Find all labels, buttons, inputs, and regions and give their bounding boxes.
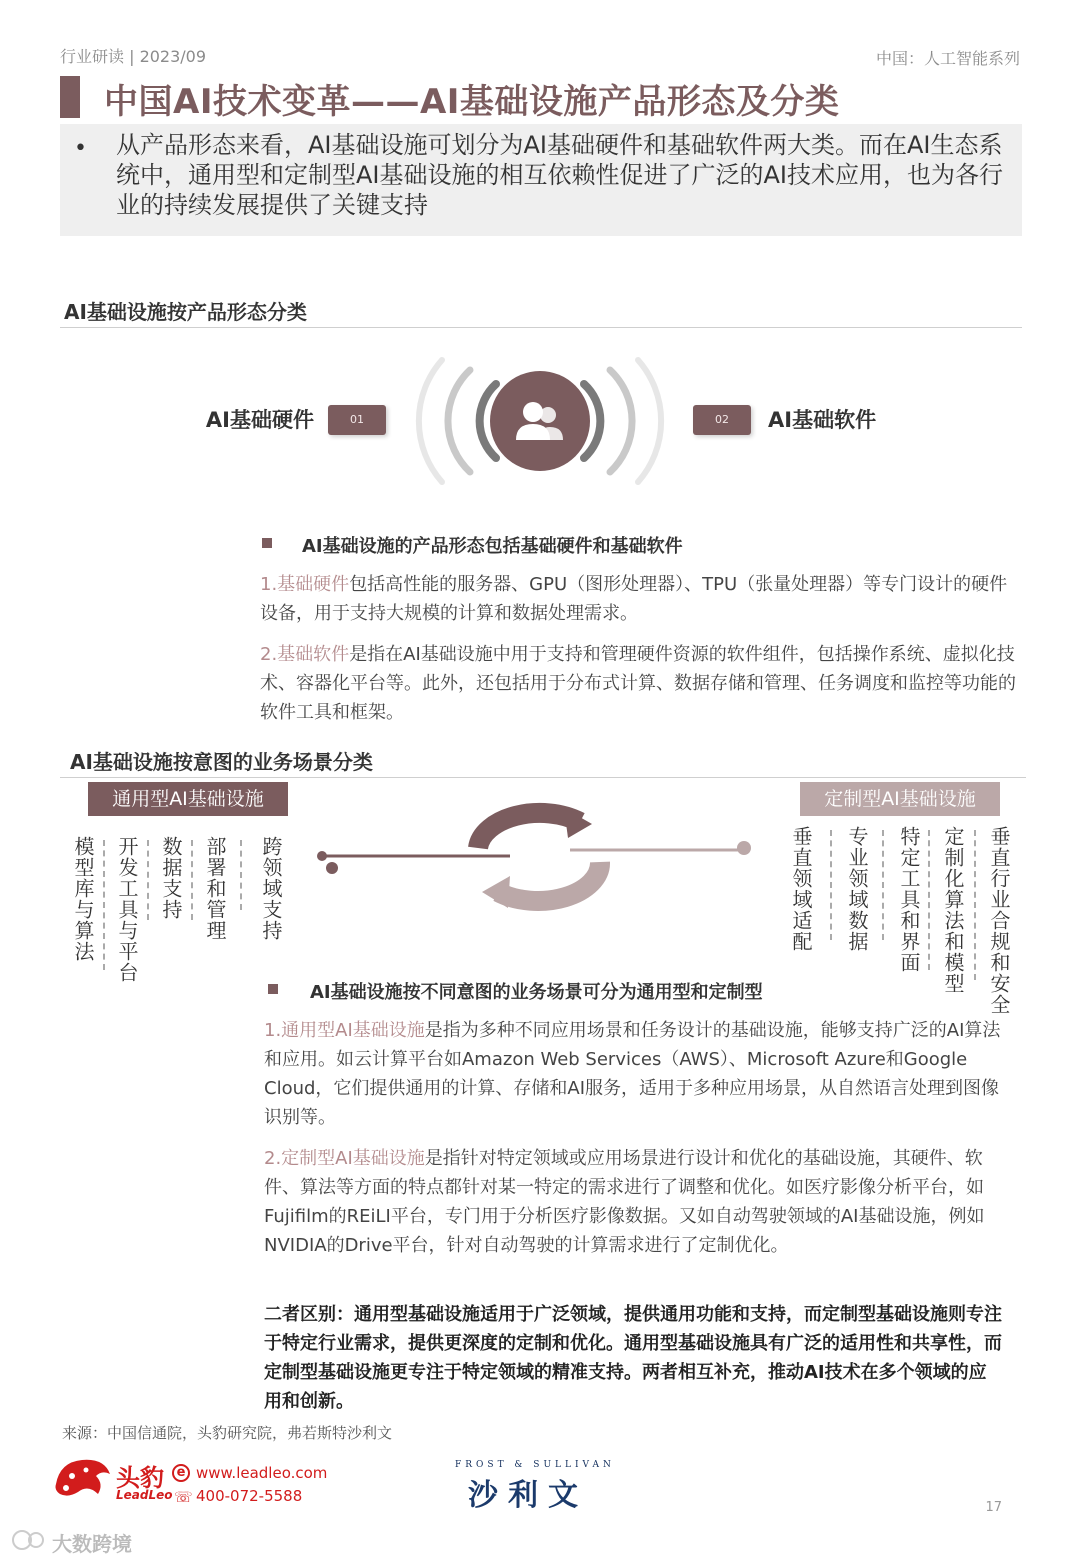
section1-paragraph-1 — [260, 570, 1022, 628]
header-right: 中国：人工智能系列 — [875, 49, 1020, 68]
page-number: 17 — [985, 1500, 1002, 1515]
general-item-4: 部署和管理 — [203, 836, 227, 941]
header-left: 行业研读 | 2023/09 — [60, 47, 207, 66]
section2-rule — [60, 777, 1026, 778]
signal-arc-left-outer — [419, 360, 442, 482]
custom-item-2: 专业领域数据 — [845, 826, 869, 952]
general-divider-1 — [103, 840, 105, 970]
section2-bullet-heading: AI基础设施按不同意图的业务场景可分为通用型和定制型 — [310, 982, 763, 1003]
software-label: AI基础软件 — [768, 408, 877, 432]
bullet-square-1 — [262, 538, 272, 548]
general-item-5: 跨领域支持 — [259, 836, 283, 941]
custom-divider-4 — [974, 830, 976, 980]
cycle-arc-lower — [498, 862, 600, 901]
frost-sullivan-logo: 沙利文 — [468, 1478, 588, 1513]
general-tag: 通用型AI基础设施 — [88, 782, 288, 816]
source-note: 来源：中国信通院，头豹研究院，弗若斯特沙利文 — [62, 1424, 393, 1442]
phone-icon: ☏ — [174, 1488, 193, 1506]
general-divider-3 — [191, 840, 193, 920]
custom-tag: 定制型AI基础设施 — [800, 782, 1000, 816]
general-item-1: 模型库与算法 — [71, 836, 95, 962]
custom-divider-3 — [928, 830, 930, 970]
section2-title: AI基础设施按意图的业务场景分类 — [70, 750, 373, 774]
custom-item-3: 特定工具和界面 — [897, 826, 921, 973]
summary-text: 从产品形态来看，AI基础设施可划分为AI基础硬件和基础软件两大类。而在AI生态系统中，通用型和定制型AI基础设施的相互依赖性促进了广泛的AI技术应用，也为各行业的持续发展提供了关键支持 — [116, 131, 1003, 219]
signal-arc-left-middle — [448, 370, 470, 472]
hardware-highlight: 1.基础硬件 — [260, 574, 350, 595]
general-node — [326, 862, 338, 874]
title-accent-bar — [60, 76, 80, 118]
software-text: 是指在AI基础设施中用于支持和管理硬件资源的软件组件，包括操作系统、虚拟化技术、容器化平台等。此外，还包括用于分布式计算、数据存储和管理、任务调度和监控等功能的软件工具和框架。 — [260, 644, 1016, 723]
custom-highlight: 2.定制型AI基础设施 — [264, 1148, 425, 1169]
cycle-arrow-lower — [482, 876, 510, 908]
section1-paragraph-2 — [260, 640, 1022, 727]
badge-01: 01 — [328, 405, 386, 435]
custom-item-1: 垂直领域适配 — [789, 826, 813, 952]
hardware-text: 包括高性能的服务器、GPU（图形处理器）、TPU（张量处理器）等专门设计的硬件设备，用于支持大规模的计算和数据处理需求。 — [260, 574, 1008, 624]
cycle-arc-upper — [478, 813, 580, 848]
difference-paragraph: 二者区别：通用型基础设施适用于广泛领域，提供通用功能和支持，而定制型基础设施则专注于特定行业需求，提供更深度的定制和优化。通用型基础设施具有广泛的适用性和共享性，而定制型基础设施更专注于特定领域的精准支持。两者相互补充，推动AI技术在多个领域的应用和创新。 — [264, 1304, 1002, 1412]
watermark-text: 大数跨境 — [52, 1532, 132, 1556]
general-connector-dot — [317, 851, 327, 861]
website-link[interactable]: www.leadleo.com — [196, 1464, 328, 1482]
custom-item-5: 垂直行业合规和安全 — [987, 826, 1011, 1015]
section1-title: AI基础设施按产品形态分类 — [64, 300, 307, 324]
general-item-2: 开发工具与平台 — [115, 836, 139, 983]
cycle-diagram — [310, 800, 770, 920]
bullet-square-2 — [268, 984, 278, 994]
general-divider-2 — [147, 840, 149, 920]
section1-bullet-heading: AI基础设施的产品形态包括基础硬件和基础软件 — [302, 536, 683, 557]
custom-text: 是指针对特定领域或应用场景进行设计和优化的基础设施，其硬件、软件、算法等方面的特点都针对某一特定的需求进行了调整和优化。如医疗影像分析平台，如Fujifilm的REiLI平台，专门用于分析医疗影像数据。又如自动驾驶领域的AI基础设施，例如NVIDIA的Drive平台，针对自动驾驶的计算需求进行了定制优化。 — [264, 1148, 985, 1256]
signal-arc-right-outer — [638, 360, 661, 482]
general-text: 是指为多种不同应用场景和任务设计的基础设施，能够支持广泛的AI算法和应用。如云计算平台如Amazon Web Services（AWS）、Microsoft Azure和Google Cloud，它们提供通用的计算、存储和AI服务，适用于多种应用场景，从自然语言处理到图像识别等。 — [264, 1020, 1001, 1128]
section1-rule — [60, 327, 1022, 328]
center-circle — [490, 371, 590, 471]
signal-diagram — [390, 356, 690, 486]
signal-arc-right-middle — [610, 370, 632, 472]
hardware-label: AI基础硬件 — [205, 408, 314, 432]
custom-divider-2 — [882, 830, 884, 940]
general-divider-4 — [240, 840, 242, 910]
badge-02: 02 — [693, 405, 751, 435]
leadleo-cn: 头豹 — [116, 1464, 164, 1492]
leopard-logo-icon — [52, 1454, 114, 1500]
web-icon: e — [172, 1464, 190, 1482]
custom-divider-1 — [830, 830, 832, 940]
page-title: 中国AI技术变革——AI基础设施产品形态及分类 — [104, 82, 840, 122]
general-highlight: 1.通用型AI基础设施 — [264, 1020, 425, 1041]
summary-bullet: • — [74, 136, 87, 161]
section2-paragraph-2 — [264, 1144, 1004, 1260]
general-item-3: 数据支持 — [159, 836, 183, 920]
software-highlight: 2.基础软件 — [260, 644, 350, 665]
frost-sullivan-wordmark: FROST & SULLIVAN — [455, 1460, 615, 1470]
section2-paragraph-1 — [264, 1016, 1004, 1132]
leadleo-en: LeadLeo — [116, 1488, 173, 1502]
custom-item-4: 定制化算法和模型 — [941, 826, 965, 994]
phone-number: 400-072-5588 — [196, 1487, 303, 1505]
custom-node — [737, 841, 751, 855]
watermark-icon — [10, 1528, 50, 1552]
